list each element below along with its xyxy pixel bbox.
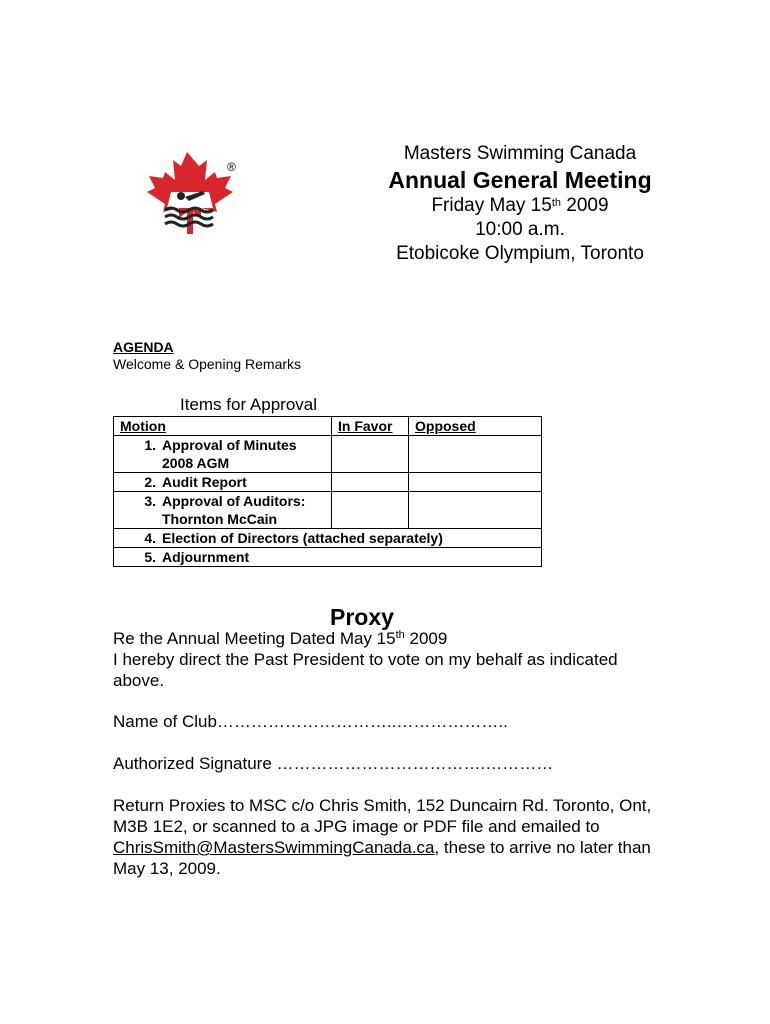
opposed-cell[interactable] xyxy=(409,492,542,529)
meeting-time: 10:00 a.m. xyxy=(475,219,565,240)
motion-cell: 4. Election of Directors (attached separately) xyxy=(114,529,542,548)
proxy-title: Proxy xyxy=(330,604,394,630)
motion-cell: 3. Approval of Auditors: Thornton McCain xyxy=(114,492,332,529)
table-row xyxy=(114,436,542,473)
table-header-row xyxy=(114,417,542,436)
meeting-title: Annual General Meeting xyxy=(388,167,652,193)
proxy-body xyxy=(113,628,673,879)
items-for-approval-heading: Items for Approval xyxy=(180,395,318,414)
proxy-re-line: Re the Annual Meeting Dated May 15th 2009 xyxy=(113,629,448,648)
registered-mark: ® xyxy=(227,160,236,174)
in-favor-cell[interactable] xyxy=(332,473,409,492)
in-favor-cell[interactable] xyxy=(332,436,409,473)
in-favor-cell[interactable] xyxy=(332,492,409,529)
motion-cell: 5. Adjournment xyxy=(114,548,542,567)
opposed-cell[interactable] xyxy=(409,436,542,473)
maple-leaf-swimmer-logo xyxy=(143,150,243,235)
in-favor-header: In Favor xyxy=(332,417,409,436)
authorized-signature-field[interactable]: Authorized Signature ……………………………….………… xyxy=(113,754,554,773)
motions-table xyxy=(113,416,542,567)
proxy-direction: I hereby direct the Past President to vote on my behalf as indicated above. xyxy=(113,650,618,690)
agenda-welcome: Welcome & Opening Remarks xyxy=(113,356,302,372)
opposed-cell[interactable] xyxy=(409,473,542,492)
table-row xyxy=(114,548,542,567)
meeting-header xyxy=(380,142,660,266)
opposed-header: Opposed xyxy=(409,417,542,436)
agenda-heading: AGENDA xyxy=(113,339,174,355)
meeting-date: Friday May 15th 2009 xyxy=(431,195,609,216)
table-row xyxy=(114,473,542,492)
return-instructions: Return Proxies to MSC c/o Chris Smith, 152 Duncairn Rd. Toronto, Ont, M3B 1E2, or scanned to a JPG image or PDF file and emailed to ChrisSmith@MastersSwimmingCanada.ca, these to arrive no later than May 13, 2009. xyxy=(113,796,652,878)
table-row xyxy=(114,529,542,548)
table-row xyxy=(114,492,542,529)
club-name-field[interactable]: Name of Club…………………………..……………….. xyxy=(113,712,508,731)
meeting-location: Etobicoke Olympium, Toronto xyxy=(396,243,644,264)
org-name: Masters Swimming Canada xyxy=(403,143,637,164)
motion-header: Motion xyxy=(114,417,332,436)
email-link[interactable]: ChrisSmith@MastersSwimmingCanada.ca xyxy=(113,838,435,857)
motion-cell: 1. Approval of Minutes 2008 AGM xyxy=(114,436,332,473)
motion-cell: 2. Audit Report xyxy=(114,473,332,492)
